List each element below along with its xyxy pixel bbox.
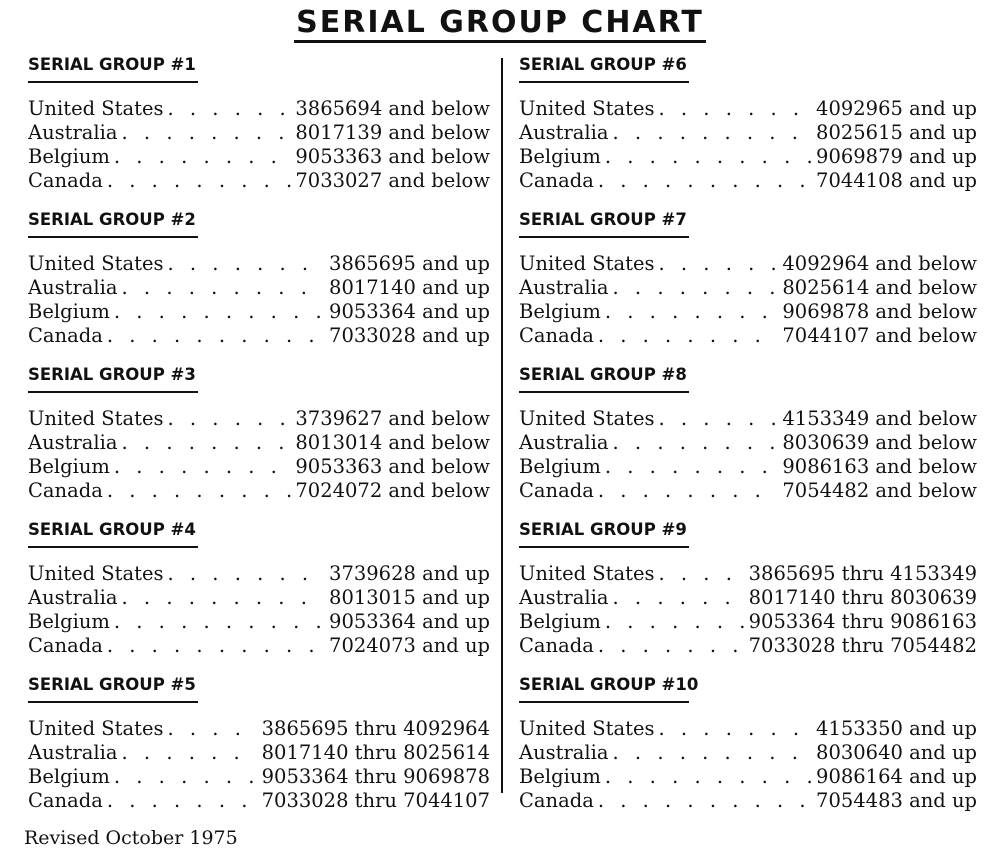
serial-row [519, 431, 977, 455]
country-label: Belgium [28, 765, 110, 788]
serial-group-2 [28, 209, 490, 360]
serial-row [28, 562, 490, 586]
country-label: Belgium [28, 300, 110, 323]
left-column [28, 50, 490, 825]
serial-row [28, 169, 490, 193]
country-label: Australia [28, 586, 118, 609]
serial-range: 7054483 and up [816, 789, 977, 812]
serial-range: 7033028 thru 7044107 [261, 789, 490, 812]
group-heading: SERIAL GROUP #2 [28, 210, 196, 229]
heading-underline [519, 546, 689, 548]
serial-range: 8017139 and below [295, 121, 490, 144]
country-label: United States [519, 97, 655, 120]
serial-row [28, 252, 490, 276]
revision-note: Revised October 1975 [24, 827, 238, 849]
serial-range: 4153350 and up [816, 717, 977, 740]
country-label: Canada [28, 789, 103, 812]
leader-dots [613, 586, 745, 610]
serial-range: 3739627 and below [295, 407, 490, 430]
country-label: Belgium [519, 145, 601, 168]
leader-dots [659, 407, 779, 431]
serial-row [28, 789, 490, 813]
serial-range: 9069879 and up [816, 145, 977, 168]
leader-dots [598, 479, 779, 503]
country-label: Canada [519, 169, 594, 192]
group-heading: SERIAL GROUP #1 [28, 55, 196, 74]
country-label: United States [519, 717, 655, 740]
heading-underline [28, 546, 198, 548]
serial-row [28, 765, 490, 789]
group-heading: SERIAL GROUP #10 [519, 675, 699, 694]
leader-dots [107, 169, 292, 193]
serial-range: 9053364 thru 9069878 [261, 765, 490, 788]
serial-range: 4092964 and below [782, 252, 977, 275]
leader-dots [114, 300, 325, 324]
serial-range: 8025614 and below [782, 276, 977, 299]
serial-row [519, 324, 977, 348]
serial-row [28, 276, 490, 300]
serial-row [28, 586, 490, 610]
heading-underline [28, 81, 198, 83]
country-label: Belgium [28, 610, 110, 633]
serial-row [519, 741, 977, 765]
leader-dots [122, 586, 326, 610]
serial-range: 9086164 and up [816, 765, 977, 788]
country-label: Australia [519, 276, 609, 299]
serial-range: 7044107 and below [782, 324, 977, 347]
leader-dots [122, 741, 258, 765]
serial-range: 9069878 and below [782, 300, 977, 323]
heading-underline [519, 81, 689, 83]
serial-group-4 [28, 519, 490, 670]
country-label: Australia [519, 741, 609, 764]
leader-dots [598, 324, 779, 348]
serial-range: 9053364 and up [329, 300, 490, 323]
serial-group-6 [519, 54, 977, 205]
leader-dots [168, 252, 326, 276]
serial-group-3 [28, 364, 490, 515]
serial-row [28, 741, 490, 765]
leader-dots [122, 276, 326, 300]
serial-range: 9086163 and below [782, 455, 977, 478]
serial-range: 4153349 and below [782, 407, 977, 430]
serial-group-8 [519, 364, 977, 515]
serial-range: 3739628 and up [329, 562, 490, 585]
serial-range: 7033028 and up [329, 324, 490, 347]
serial-row [28, 717, 490, 741]
heading-underline [28, 701, 198, 703]
serial-row [519, 169, 977, 193]
group-heading: SERIAL GROUP #5 [28, 675, 196, 694]
serial-row [519, 252, 977, 276]
leader-dots [598, 789, 812, 813]
leader-dots [168, 407, 292, 431]
group-heading: SERIAL GROUP #9 [519, 520, 687, 539]
country-label: United States [519, 252, 655, 275]
country-label: Canada [28, 479, 103, 502]
serial-range: 8030639 and below [782, 431, 977, 454]
country-label: Belgium [28, 455, 110, 478]
leader-dots [605, 455, 779, 479]
leader-dots [114, 455, 292, 479]
leader-dots [605, 300, 779, 324]
serial-range: 8017140 and up [329, 276, 490, 299]
serial-row [28, 324, 490, 348]
country-label: United States [28, 562, 164, 585]
serial-range: 8017140 thru 8025614 [261, 741, 490, 764]
serial-row [519, 634, 977, 658]
serial-range: 8025615 and up [816, 121, 977, 144]
serial-row [519, 97, 977, 121]
leader-dots [659, 562, 745, 586]
serial-row [28, 97, 490, 121]
serial-range: 9053363 and below [295, 455, 490, 478]
leader-dots [659, 717, 813, 741]
serial-range: 9053364 and up [329, 610, 490, 633]
country-label: Australia [519, 586, 609, 609]
country-label: Belgium [519, 455, 601, 478]
serial-row [28, 121, 490, 145]
heading-underline [519, 701, 689, 703]
serial-group-10 [519, 674, 977, 825]
column-divider [501, 58, 503, 793]
country-label: United States [28, 717, 164, 740]
country-label: Canada [519, 789, 594, 812]
group-heading: SERIAL GROUP #6 [519, 55, 687, 74]
country-label: Australia [519, 431, 609, 454]
serial-group-5 [28, 674, 490, 825]
country-label: Australia [28, 741, 118, 764]
serial-row [519, 300, 977, 324]
country-label: Canada [519, 634, 594, 657]
serial-group-1 [28, 54, 490, 205]
country-label: Canada [28, 169, 103, 192]
group-heading: SERIAL GROUP #8 [519, 365, 687, 384]
leader-dots [168, 97, 292, 121]
serial-range: 7033027 and below [295, 169, 490, 192]
serial-row [28, 634, 490, 658]
serial-row [519, 562, 977, 586]
country-label: Australia [519, 121, 609, 144]
heading-underline [519, 391, 689, 393]
country-label: United States [28, 407, 164, 430]
leader-dots [613, 741, 813, 765]
serial-range: 7024073 and up [329, 634, 490, 657]
leader-dots [122, 121, 292, 145]
group-heading: SERIAL GROUP #7 [519, 210, 687, 229]
serial-row [519, 121, 977, 145]
leader-dots [107, 789, 258, 813]
leader-dots [168, 717, 258, 741]
serial-range: 3865695 thru 4153349 [748, 562, 977, 585]
serial-range: 8030640 and up [816, 741, 977, 764]
country-label: Canada [519, 324, 594, 347]
serial-group-9 [519, 519, 977, 670]
country-label: Canada [519, 479, 594, 502]
serial-range: 4092965 and up [816, 97, 977, 120]
country-label: United States [28, 252, 164, 275]
serial-row [28, 145, 490, 169]
serial-row [519, 479, 977, 503]
country-label: Australia [28, 431, 118, 454]
leader-dots [107, 324, 325, 348]
country-label: Australia [28, 276, 118, 299]
leader-dots [659, 97, 813, 121]
heading-underline [28, 391, 198, 393]
group-heading: SERIAL GROUP #4 [28, 520, 196, 539]
page-title [0, 6, 1000, 40]
leader-dots [613, 431, 779, 455]
title-text: SERIAL GROUP CHART [294, 5, 706, 43]
serial-range: 3865695 and up [329, 252, 490, 275]
leader-dots [114, 145, 292, 169]
serial-row [519, 717, 977, 741]
serial-range: 7033028 thru 7054482 [748, 634, 977, 657]
country-label: Belgium [519, 300, 601, 323]
serial-range: 8013014 and below [295, 431, 490, 454]
serial-row [28, 455, 490, 479]
serial-row [28, 479, 490, 503]
serial-row [519, 145, 977, 169]
serial-range: 3865695 thru 4092964 [261, 717, 490, 740]
serial-row [28, 610, 490, 634]
serial-group-7 [519, 209, 977, 360]
serial-row [519, 455, 977, 479]
country-label: Belgium [28, 145, 110, 168]
country-label: United States [28, 97, 164, 120]
serial-range: 7054482 and below [782, 479, 977, 502]
serial-range: 7024072 and below [295, 479, 490, 502]
country-label: United States [519, 562, 655, 585]
country-label: Belgium [519, 610, 601, 633]
heading-underline [28, 236, 198, 238]
country-label: United States [519, 407, 655, 430]
leader-dots [605, 145, 812, 169]
leader-dots [114, 765, 258, 789]
serial-row [519, 789, 977, 813]
leader-dots [107, 479, 292, 503]
serial-row [519, 276, 977, 300]
leader-dots [598, 169, 812, 193]
serial-row [519, 610, 977, 634]
serial-range: 8017140 thru 8030639 [748, 586, 977, 609]
leader-dots [605, 610, 745, 634]
leader-dots [605, 765, 812, 789]
country-label: Belgium [519, 765, 601, 788]
serial-range: 3865694 and below [295, 97, 490, 120]
serial-row [519, 765, 977, 789]
right-column [519, 50, 977, 825]
heading-underline [519, 236, 689, 238]
serial-range: 7044108 and up [816, 169, 977, 192]
serial-row [519, 586, 977, 610]
country-label: Canada [28, 634, 103, 657]
leader-dots [659, 252, 779, 276]
leader-dots [613, 121, 813, 145]
leader-dots [613, 276, 779, 300]
leader-dots [114, 610, 325, 634]
leader-dots [122, 431, 292, 455]
country-label: Canada [28, 324, 103, 347]
serial-range: 9053364 thru 9086163 [748, 610, 977, 633]
leader-dots [107, 634, 325, 658]
leader-dots [598, 634, 745, 658]
serial-row [519, 407, 977, 431]
serial-row [28, 300, 490, 324]
serial-range: 8013015 and up [329, 586, 490, 609]
serial-range: 9053363 and below [295, 145, 490, 168]
serial-row [28, 431, 490, 455]
group-heading: SERIAL GROUP #3 [28, 365, 196, 384]
serial-row [28, 407, 490, 431]
country-label: Australia [28, 121, 118, 144]
leader-dots [168, 562, 326, 586]
